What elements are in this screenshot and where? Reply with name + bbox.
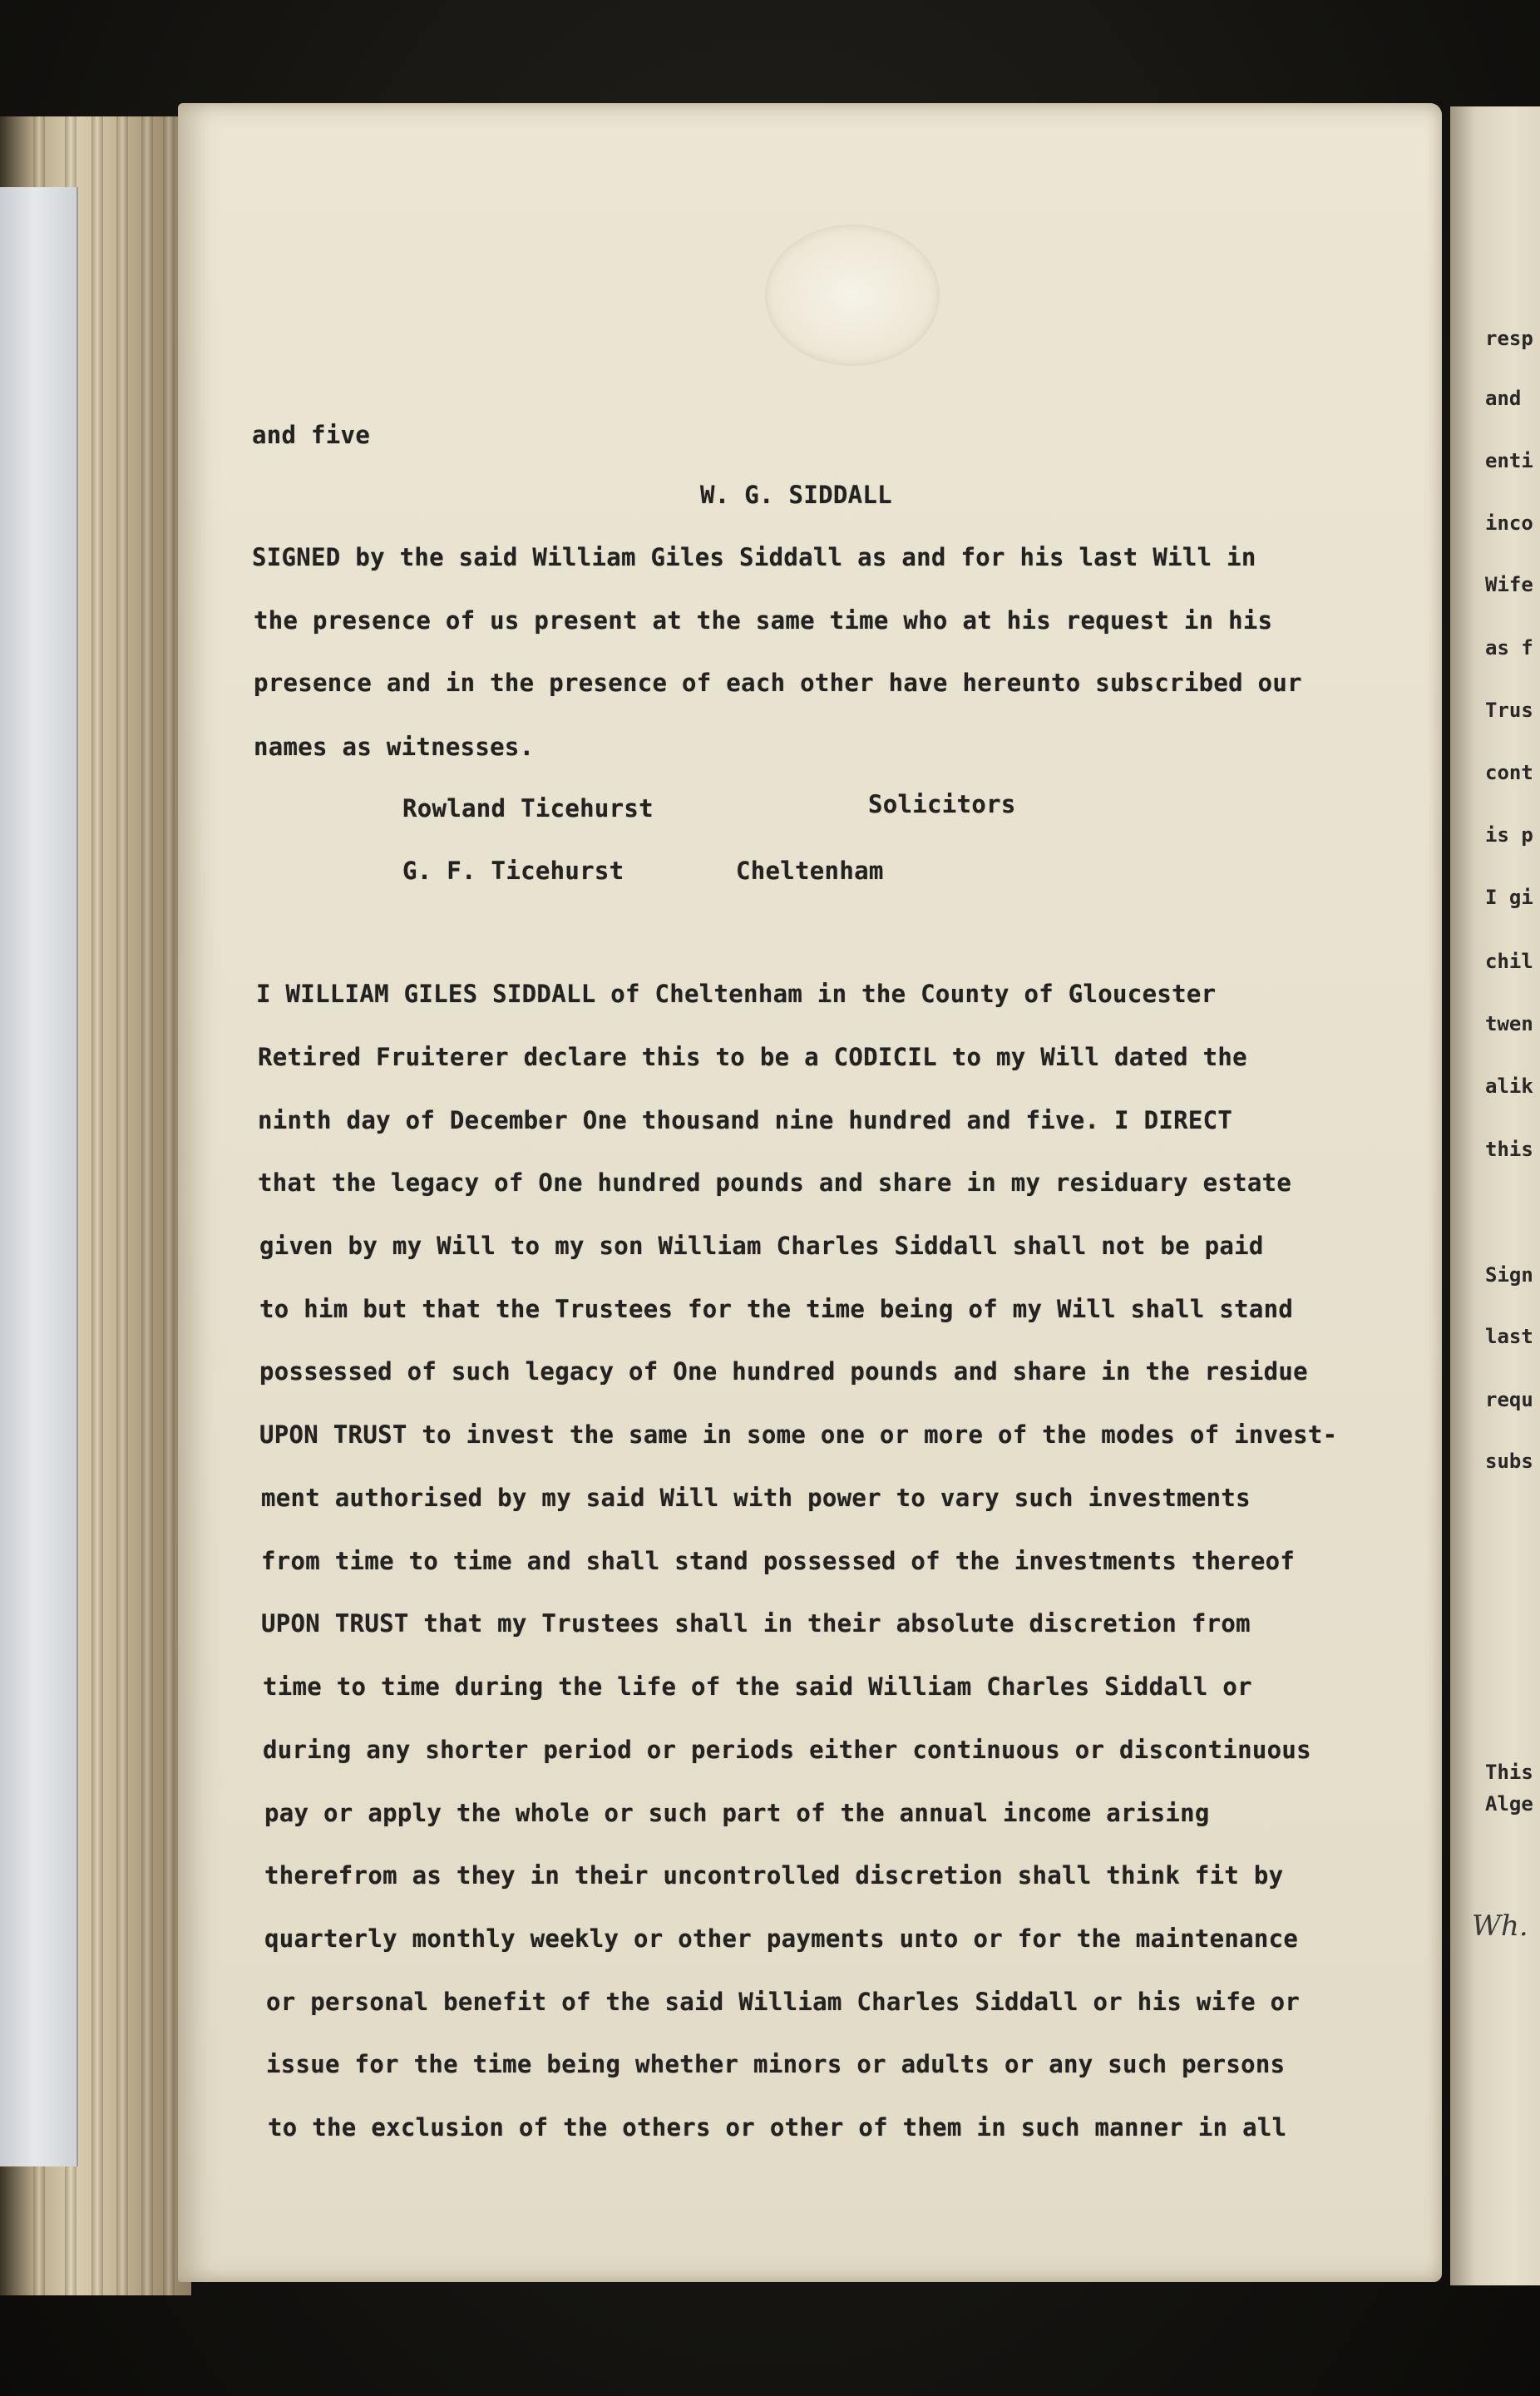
facing-fragment: this xyxy=(1485,1138,1533,1161)
facing-fragment: Trus xyxy=(1485,699,1533,722)
codicil-line-8: UPON TRUST to invest the same in some one or more of the modes of invest- xyxy=(259,1420,1338,1449)
attestation-line-3: presence and in the presence of each other have hereunto subscribed our xyxy=(254,669,1302,697)
codicil-line-3: ninth day of December One thousand nine hundred and five. I DIRECT xyxy=(258,1106,1233,1134)
facing-fragment: as f xyxy=(1485,636,1533,660)
facing-page-edge xyxy=(1450,106,1540,2285)
codicil-line-16: quarterly monthly weekly or other payments unto or for the maintenance xyxy=(264,1924,1299,1953)
codicil-line-2: Retired Fruiterer declare this to be a CODICIL to my Will dated the xyxy=(258,1043,1247,1071)
page-edge xyxy=(91,116,103,2295)
witness-location: Cheltenham xyxy=(736,857,884,885)
attestation-line-2: the presence of us present at the same time who at his request in his xyxy=(254,606,1273,635)
codicil-line-10: from time to time and shall stand possessed of the investments thereof xyxy=(261,1547,1296,1575)
attestation-line-1: SIGNED by the said William Giles Siddall as and for his last Will in xyxy=(252,543,1256,571)
codicil-line-7: possessed of such legacy of One hundred pounds and share in the residue xyxy=(259,1357,1308,1386)
codicil-line-9: ment authorised by my said Will with power to vary such investments xyxy=(261,1484,1251,1512)
facing-fragment: chil xyxy=(1485,950,1533,973)
facing-fragment: This xyxy=(1485,1761,1533,1784)
page-edge xyxy=(141,116,153,2295)
cloth-guard-strip xyxy=(0,187,78,2166)
facing-fragment: Sign xyxy=(1485,1263,1533,1287)
codicil-line-18: issue for the time being whether minors or adults or any such persons xyxy=(266,2050,1286,2078)
codicil-line-17: or personal benefit of the said William Charles Siddall or his wife or xyxy=(266,1988,1301,2016)
facing-fragment: twen xyxy=(1485,1012,1533,1035)
facing-fragment: subs xyxy=(1485,1450,1533,1473)
codicil-line-19: to the exclusion of the others or other of them in such manner in all xyxy=(268,2113,1287,2142)
codicil-line-15: therefrom as they in their uncontrolled discretion shall think fit by xyxy=(264,1861,1284,1890)
witness-2: G. F. Ticehurst xyxy=(402,857,624,885)
facing-fragment: Wife xyxy=(1485,573,1533,596)
facing-fragment: cont xyxy=(1485,761,1533,784)
codicil-line-5: given by my Will to my son William Charles Siddall shall not be paid xyxy=(259,1232,1264,1260)
facing-fragment: enti xyxy=(1485,449,1533,472)
codicil-line-4: that the legacy of One hundred pounds and share in my residuary estate xyxy=(258,1168,1292,1197)
codicil-line-13: during any shorter period or periods either continuous or discontinuous xyxy=(263,1736,1311,1764)
codicil-line-6: to him but that the Trustees for the time being of my Will shall stand xyxy=(259,1295,1294,1323)
facing-fragment: Alge xyxy=(1485,1792,1533,1816)
facing-fragment: last xyxy=(1485,1325,1533,1348)
facing-fragment: inco xyxy=(1485,511,1533,535)
facing-fragment: I gi xyxy=(1485,886,1533,909)
codicil-line-12: time to time during the life of the said William Charles Siddall or xyxy=(263,1672,1252,1701)
page-edge xyxy=(116,116,128,2295)
embossed-seal-icon xyxy=(765,225,940,366)
line-and-five: and five xyxy=(252,421,371,449)
signature-name: W. G. SIDDALL xyxy=(700,481,892,509)
facing-fragment: and xyxy=(1485,387,1522,410)
codicil-line-14: pay or apply the whole or such part of the annual income arising xyxy=(264,1799,1210,1827)
facing-fragment: alik xyxy=(1485,1074,1533,1098)
facing-fragment: requ xyxy=(1485,1388,1533,1411)
codicil-line-1: I WILLIAM GILES SIDDALL of Cheltenham in the County of Gloucester xyxy=(256,980,1217,1008)
witness-1: Rowland Ticehurst xyxy=(402,794,654,823)
facing-fragment: is p xyxy=(1485,823,1533,847)
attestation-line-4: names as witnesses. xyxy=(254,733,535,761)
facing-fragment: resp xyxy=(1485,327,1533,350)
handwritten-initials: Wh. xyxy=(1472,1909,1528,1943)
codicil-line-11: UPON TRUST that my Trustees shall in their absolute discretion from xyxy=(261,1609,1251,1638)
page-edge xyxy=(163,116,175,2295)
witness-role: Solicitors xyxy=(868,790,1016,818)
